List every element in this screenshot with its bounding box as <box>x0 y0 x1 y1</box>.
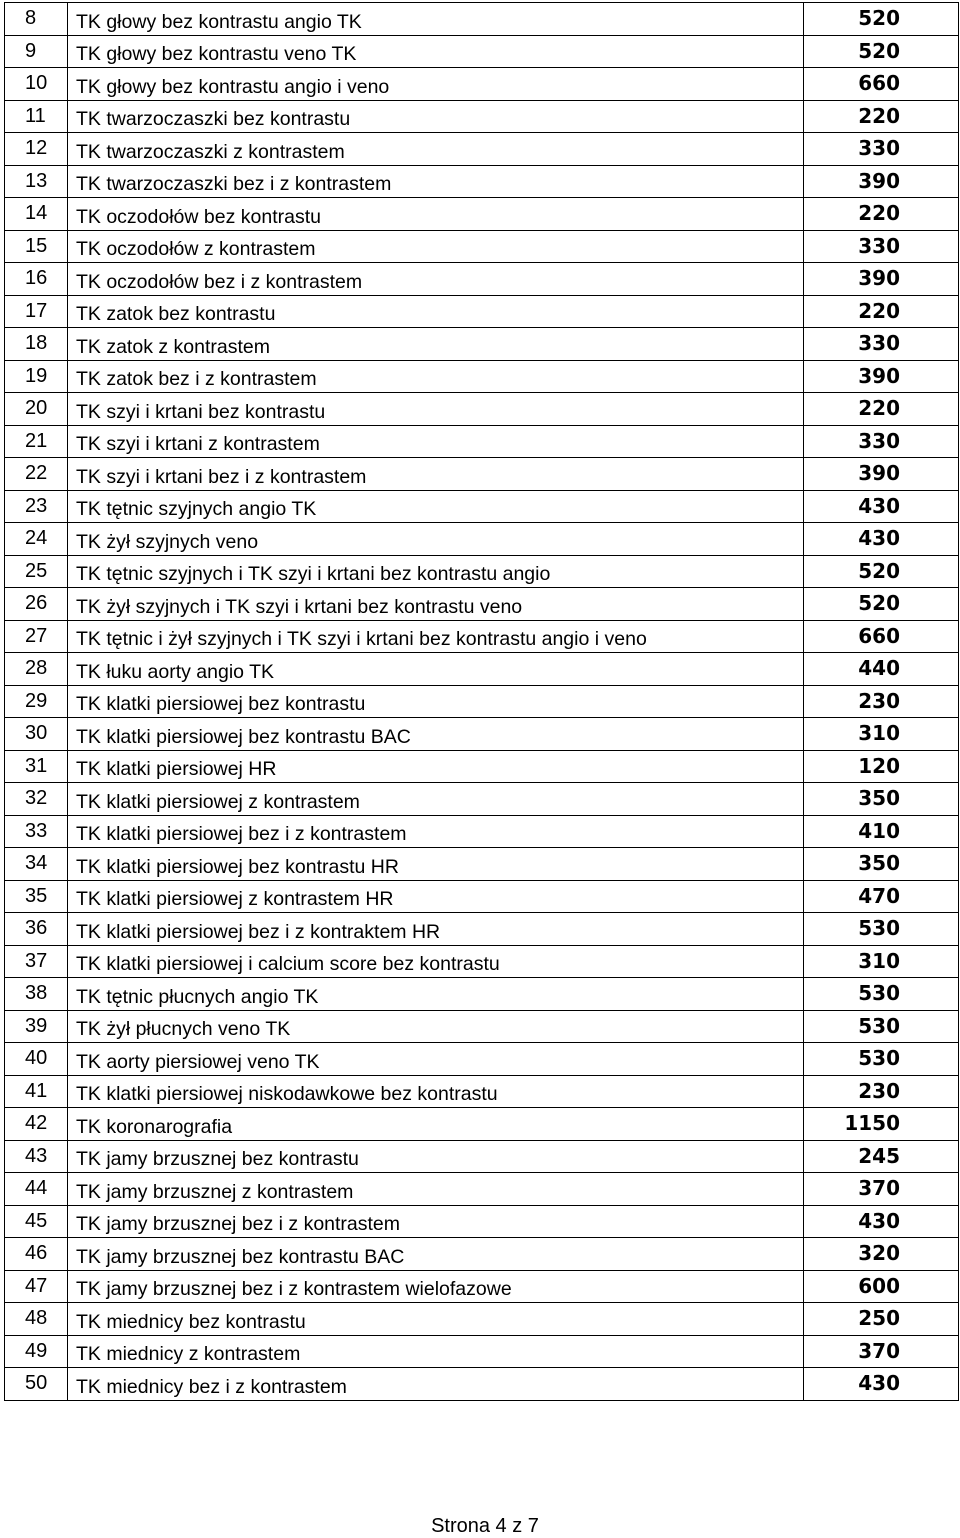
exam-description: TK miednicy bez i z kontrastem <box>68 1368 804 1401</box>
table-row <box>5 68 959 101</box>
table-row <box>5 1043 959 1076</box>
price-list-body <box>5 3 959 1401</box>
exam-price: 530 <box>804 913 959 946</box>
exam-price: 220 <box>804 295 959 328</box>
exam-description: TK tętnic szyjnych angio TK <box>68 490 804 523</box>
exam-description: TK klatki piersiowej bez i z kontrastem <box>68 815 804 848</box>
exam-price: 120 <box>804 750 959 783</box>
table-row <box>5 783 959 816</box>
exam-price: 370 <box>804 1173 959 1206</box>
exam-price: 310 <box>804 718 959 751</box>
exam-price: 350 <box>804 848 959 881</box>
exam-description: TK klatki piersiowej z kontrastem HR <box>68 880 804 913</box>
row-number: 34 <box>5 848 68 881</box>
exam-description: TK tętnic szyjnych i TK szyi i krtani bez kontrastu angio <box>68 555 804 588</box>
exam-price: 520 <box>804 588 959 621</box>
row-number: 14 <box>5 198 68 231</box>
exam-price: 520 <box>804 35 959 68</box>
row-number: 30 <box>5 718 68 751</box>
exam-description: TK jamy brzusznej z kontrastem <box>68 1173 804 1206</box>
row-number: 41 <box>5 1075 68 1108</box>
row-number: 18 <box>5 328 68 361</box>
table-row <box>5 490 959 523</box>
table-row <box>5 100 959 133</box>
row-number: 25 <box>5 555 68 588</box>
table-row <box>5 945 959 978</box>
row-number: 50 <box>5 1368 68 1401</box>
row-number: 19 <box>5 360 68 393</box>
exam-price: 230 <box>804 685 959 718</box>
row-number: 10 <box>5 68 68 101</box>
exam-price: 330 <box>804 328 959 361</box>
table-row <box>5 1270 959 1303</box>
exam-price: 530 <box>804 1010 959 1043</box>
row-number: 9 <box>5 35 68 68</box>
table-row <box>5 978 959 1011</box>
row-number: 22 <box>5 458 68 491</box>
table-row <box>5 133 959 166</box>
row-number: 37 <box>5 945 68 978</box>
exam-description: TK jamy brzusznej bez i z kontrastem wielofazowe <box>68 1270 804 1303</box>
exam-price: 245 <box>804 1140 959 1173</box>
table-row <box>5 1303 959 1336</box>
table-row <box>5 1238 959 1271</box>
row-number: 27 <box>5 620 68 653</box>
exam-price: 390 <box>804 263 959 296</box>
table-row <box>5 880 959 913</box>
table-row <box>5 750 959 783</box>
row-number: 38 <box>5 978 68 1011</box>
exam-price: 250 <box>804 1303 959 1336</box>
table-row <box>5 555 959 588</box>
exam-description: TK zatok bez i z kontrastem <box>68 360 804 393</box>
exam-description: TK głowy bez kontrastu angio i veno <box>68 68 804 101</box>
row-number: 21 <box>5 425 68 458</box>
exam-price: 600 <box>804 1270 959 1303</box>
exam-description: TK szyi i krtani z kontrastem <box>68 425 804 458</box>
row-number: 20 <box>5 393 68 426</box>
row-number: 28 <box>5 653 68 686</box>
exam-price: 660 <box>804 620 959 653</box>
exam-description: TK żył płucnych veno TK <box>68 1010 804 1043</box>
row-number: 12 <box>5 133 68 166</box>
exam-description: TK klatki piersiowej niskodawkowe bez kontrastu <box>68 1075 804 1108</box>
exam-description: TK jamy brzusznej bez kontrastu BAC <box>68 1238 804 1271</box>
exam-description: TK klatki piersiowej z kontrastem <box>68 783 804 816</box>
exam-price: 350 <box>804 783 959 816</box>
table-row <box>5 328 959 361</box>
exam-description: TK klatki piersiowej bez kontrastu HR <box>68 848 804 881</box>
exam-price: 440 <box>804 653 959 686</box>
row-number: 29 <box>5 685 68 718</box>
exam-description: TK głowy bez kontrastu angio TK <box>68 3 804 36</box>
exam-price: 430 <box>804 1205 959 1238</box>
exam-price: 520 <box>804 3 959 36</box>
exam-description: TK klatki piersiowej bez kontrastu BAC <box>68 718 804 751</box>
row-number: 35 <box>5 880 68 913</box>
exam-description: TK oczodołów bez kontrastu <box>68 198 804 231</box>
row-number: 8 <box>5 3 68 36</box>
table-row <box>5 3 959 36</box>
exam-price: 220 <box>804 198 959 231</box>
table-row <box>5 1108 959 1141</box>
page-number: Strona 4 z 7 <box>431 1515 539 1537</box>
exam-description: TK żył szyjnych veno <box>68 523 804 556</box>
table-row <box>5 523 959 556</box>
row-number: 17 <box>5 295 68 328</box>
table-row <box>5 1205 959 1238</box>
row-number: 44 <box>5 1173 68 1206</box>
exam-description: TK aorty piersiowej veno TK <box>68 1043 804 1076</box>
table-row <box>5 1010 959 1043</box>
exam-price: 430 <box>804 1368 959 1401</box>
row-number: 13 <box>5 165 68 198</box>
exam-price: 220 <box>804 393 959 426</box>
exam-price: 220 <box>804 100 959 133</box>
exam-description: TK klatki piersiowej HR <box>68 750 804 783</box>
exam-price: 390 <box>804 165 959 198</box>
table-row <box>5 685 959 718</box>
row-number: 31 <box>5 750 68 783</box>
table-row <box>5 815 959 848</box>
table-row <box>5 848 959 881</box>
row-number: 36 <box>5 913 68 946</box>
row-number: 15 <box>5 230 68 263</box>
row-number: 39 <box>5 1010 68 1043</box>
exam-description: TK zatok z kontrastem <box>68 328 804 361</box>
exam-price: 330 <box>804 425 959 458</box>
table-row <box>5 1140 959 1173</box>
exam-description: TK jamy brzusznej bez kontrastu <box>68 1140 804 1173</box>
row-number: 48 <box>5 1303 68 1336</box>
row-number: 47 <box>5 1270 68 1303</box>
exam-description: TK twarzoczaszki z kontrastem <box>68 133 804 166</box>
table-row <box>5 360 959 393</box>
row-number: 42 <box>5 1108 68 1141</box>
table-row <box>5 393 959 426</box>
table-row <box>5 198 959 231</box>
exam-price: 310 <box>804 945 959 978</box>
table-row <box>5 1368 959 1401</box>
table-row <box>5 620 959 653</box>
row-number: 45 <box>5 1205 68 1238</box>
exam-price: 390 <box>804 458 959 491</box>
exam-price: 430 <box>804 490 959 523</box>
table-row <box>5 230 959 263</box>
exam-description: TK głowy bez kontrastu veno TK <box>68 35 804 68</box>
exam-description: TK twarzoczaszki bez i z kontrastem <box>68 165 804 198</box>
row-number: 24 <box>5 523 68 556</box>
row-number: 11 <box>5 100 68 133</box>
exam-description: TK tętnic i żył szyjnych i TK szyi i krtani bez kontrastu angio i veno <box>68 620 804 653</box>
exam-price: 520 <box>804 555 959 588</box>
row-number: 16 <box>5 263 68 296</box>
exam-description: TK miednicy z kontrastem <box>68 1335 804 1368</box>
exam-price: 1150 <box>804 1108 959 1141</box>
row-number: 49 <box>5 1335 68 1368</box>
table-row <box>5 653 959 686</box>
row-number: 23 <box>5 490 68 523</box>
exam-description: TK żył szyjnych i TK szyi i krtani bez kontrastu veno <box>68 588 804 621</box>
table-row <box>5 295 959 328</box>
exam-price: 330 <box>804 230 959 263</box>
table-row <box>5 425 959 458</box>
exam-description: TK oczodołów z kontrastem <box>68 230 804 263</box>
row-number: 33 <box>5 815 68 848</box>
table-row <box>5 35 959 68</box>
table-row <box>5 1335 959 1368</box>
exam-description: TK jamy brzusznej bez i z kontrastem <box>68 1205 804 1238</box>
table-row <box>5 165 959 198</box>
table-row <box>5 588 959 621</box>
exam-description: TK oczodołów bez i z kontrastem <box>68 263 804 296</box>
row-number: 43 <box>5 1140 68 1173</box>
exam-price: 660 <box>804 68 959 101</box>
exam-price: 530 <box>804 1043 959 1076</box>
exam-description: TK klatki piersiowej bez i z kontraktem HR <box>68 913 804 946</box>
exam-description: TK klatki piersiowej i calcium score bez kontrastu <box>68 945 804 978</box>
row-number: 40 <box>5 1043 68 1076</box>
exam-price: 530 <box>804 978 959 1011</box>
exam-description: TK zatok bez kontrastu <box>68 295 804 328</box>
exam-price: 330 <box>804 133 959 166</box>
row-number: 32 <box>5 783 68 816</box>
exam-description: TK miednicy bez kontrastu <box>68 1303 804 1336</box>
row-number: 26 <box>5 588 68 621</box>
exam-price: 320 <box>804 1238 959 1271</box>
row-number: 46 <box>5 1238 68 1271</box>
exam-price: 430 <box>804 523 959 556</box>
exam-price: 470 <box>804 880 959 913</box>
exam-price: 410 <box>804 815 959 848</box>
price-list-table <box>4 2 959 1401</box>
table-row <box>5 263 959 296</box>
exam-price: 390 <box>804 360 959 393</box>
table-row <box>5 458 959 491</box>
exam-description: TK łuku aorty angio TK <box>68 653 804 686</box>
table-row <box>5 1075 959 1108</box>
exam-description: TK szyi i krtani bez i z kontrastem <box>68 458 804 491</box>
exam-description: TK twarzoczaszki bez kontrastu <box>68 100 804 133</box>
exam-description: TK tętnic płucnych angio TK <box>68 978 804 1011</box>
table-row <box>5 718 959 751</box>
exam-description: TK szyi i krtani bez kontrastu <box>68 393 804 426</box>
exam-description: TK koronarografia <box>68 1108 804 1141</box>
exam-price: 370 <box>804 1335 959 1368</box>
table-row <box>5 1173 959 1206</box>
table-row <box>5 913 959 946</box>
exam-description: TK klatki piersiowej bez kontrastu <box>68 685 804 718</box>
exam-price: 230 <box>804 1075 959 1108</box>
